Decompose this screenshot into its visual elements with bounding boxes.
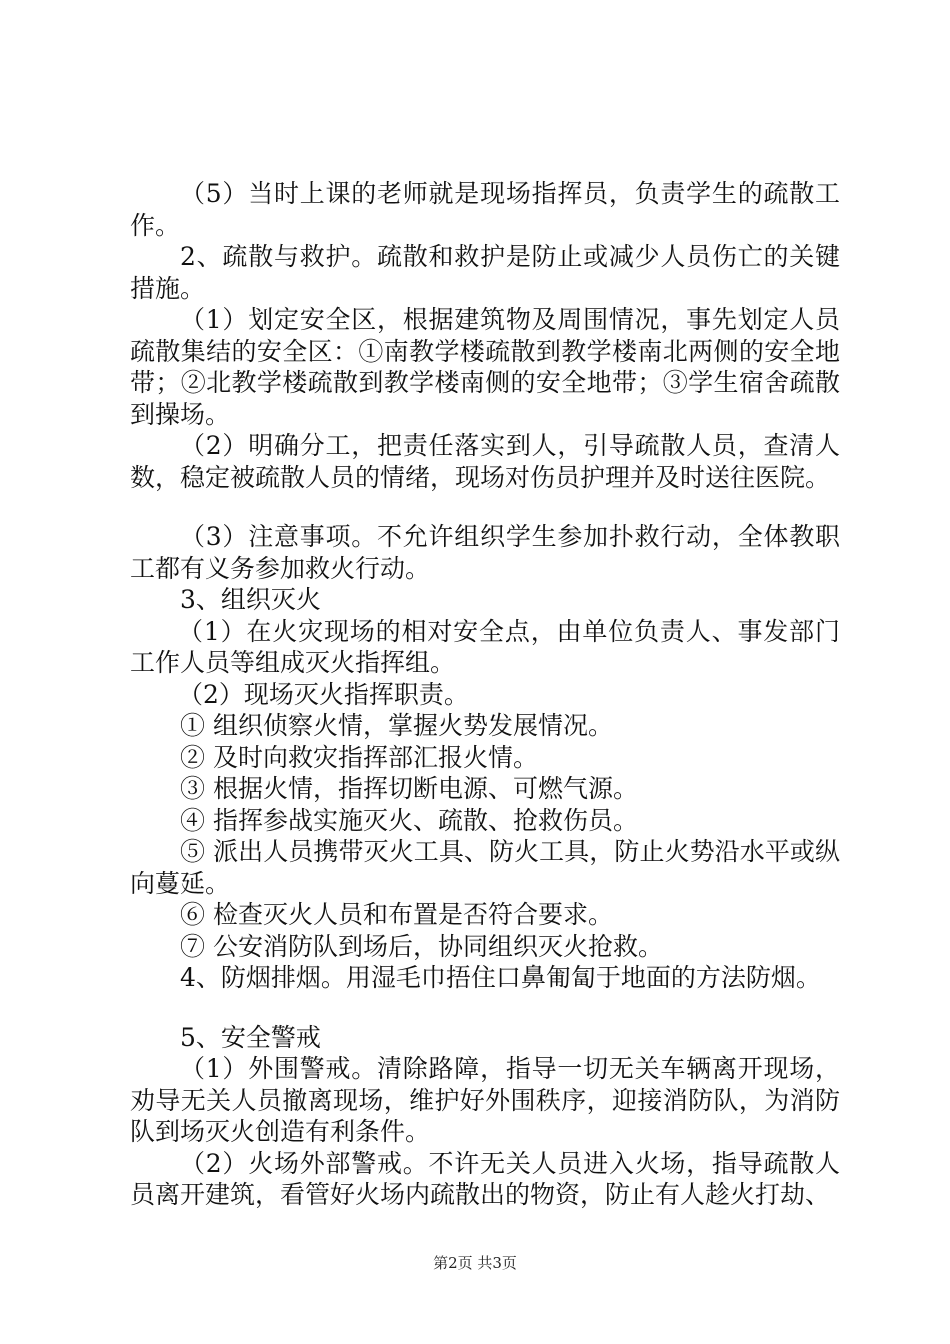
- paragraph-fire-scene-cordon: （2）火场外部警戒。不许无关人员进入火场，指导疏散人员离开建筑，看管好火场内疏散出的物资，防止有人趁火打劫、: [130, 1148, 840, 1209]
- page-number-footer: 第2页 共3页: [433, 1254, 517, 1272]
- paragraph-safe-zone: （1）划定安全区，根据建筑物及周围情况，事先划定人员疏散集结的安全区：①南教学楼疏散到教学楼南北两侧的安全地带；②北教学楼疏散到教学楼南侧的安全地带；③学生宿舍疏散到操场。: [130, 305, 840, 429]
- list-item-duty-1: ① 组织侦察火情，掌握火势发展情况。: [180, 711, 613, 740]
- paragraph-item-5: （5）当时上课的老师就是现场指挥员，负责学生的疏散工作。: [130, 179, 840, 240]
- list-item-duty-3: ③ 根据火情，指挥切断电源、可燃气源。: [180, 774, 638, 803]
- paragraph-command-group: （1）在火灾现场的相对安全点，由单位负责人、事发部门工作人员等组成灭火指挥组。: [130, 616, 840, 677]
- paragraph-precautions: （3）注意事项。不允许组织学生参加扑救行动，全体教职工都有义务参加救火行动。: [130, 522, 840, 583]
- list-item-duty-4: ④ 指挥参战实施灭火、疏散、抢救伤员。: [180, 805, 638, 835]
- list-item-duty-5: ⑤ 派出人员携带灭火工具、防火工具，防止火势沿水平或纵向蔓延。: [130, 837, 840, 898]
- document-body: [130, 178, 840, 1211]
- list-item-duty-7: ⑦ 公安消防队到场后，协同组织灭火抢救。: [180, 931, 663, 961]
- paragraph-command-duties: （2）现场灭火指挥职责。: [178, 679, 469, 709]
- paragraph-division-of-labor: （2）明确分工，把责任落实到人，引导疏散人员，查清人数，稳定被疏散人员的情绪，现场对伤员护理并及时送往医院。: [130, 431, 840, 492]
- section-5-security-cordon: 5、安全警戒: [180, 1022, 321, 1052]
- paragraph-outer-cordon: （1）外围警戒。清除路障，指导一切无关车辆离开现场，劝导无关人员撤离现场，维护好外围秩序，迎接消防队，为消防队到场灭火创造有利条件。: [130, 1054, 840, 1146]
- section-3-fire-fighting: 3、组织灭火: [180, 585, 321, 614]
- section-4-smoke-control: 4、防烟排烟。用湿毛巾捂住口鼻匍匐于地面的方法防烟。: [180, 963, 821, 992]
- section-2-evacuation-rescue: 2、疏散与救护。疏散和救护是防止或减少人员伤亡的关键措施。: [130, 242, 840, 303]
- list-item-duty-6: ⑥ 检查灭火人员和布置是否符合要求。: [180, 900, 613, 929]
- list-item-duty-2: ② 及时向救灾指挥部汇报火情。: [180, 742, 538, 772]
